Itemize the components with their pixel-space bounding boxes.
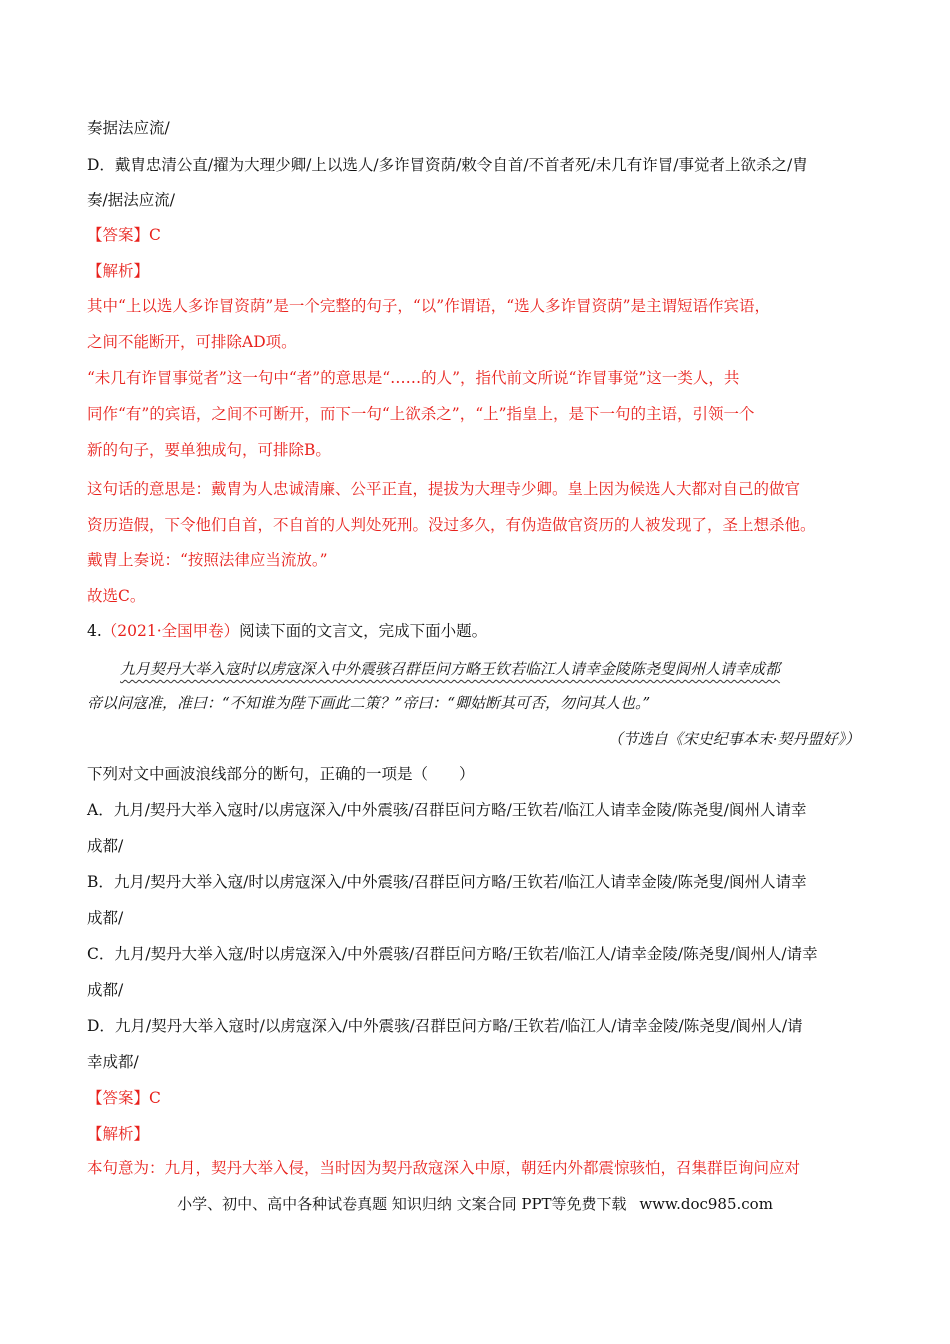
footer-url[interactable]: www.doc985.com — [639, 1195, 773, 1213]
q3-answer-value: C — [149, 226, 161, 244]
q4-heading — [87, 621, 487, 641]
page-footer — [0, 1193, 950, 1214]
q3-option-d-line1: D．戴胄忠清公直/擢为大理少卿/上以选人/多诈冒资荫/敕令自首/不首者死/未几有诈冒/事觉者上欲杀之/胄 — [87, 156, 808, 174]
q3-analysis-label — [87, 261, 149, 281]
q3-analysis-line: 故选C。 — [87, 587, 146, 605]
q4-option-d-line1: D．九月/契丹大举入寇时/以虏寇深入/中外震骇/召群臣问方略/王钦若/临江人/请幸金陵/陈尧叟/阆州人/请 — [87, 1017, 803, 1035]
q4-option-c-line2: 成都/ — [87, 981, 124, 999]
q4-answer — [87, 1088, 161, 1108]
q3-analysis-line: 新的句子，要单独成句，可排除B。 — [87, 441, 331, 459]
q3-answer-label: 【答案】 — [87, 226, 150, 244]
q4-passage-wavy — [120, 659, 780, 679]
q3-option-c-tail: 奏据法应流/ — [87, 119, 170, 137]
q4-source: （2021·全国甲卷） — [101, 622, 240, 640]
q4-analysis-line: 本句意为：九月，契丹大举入侵，当时因为契丹敌寇深入中原，朝廷内外都震惊骇怕，召集群臣询问应对 — [87, 1159, 801, 1177]
q4-answer-value: C — [149, 1089, 161, 1107]
q4-citation: （节选自《宋史纪事本末·契丹盟好》） — [607, 730, 860, 748]
analysis-label: 【解析】 — [87, 262, 150, 280]
analysis-label: 【解析】 — [87, 1125, 150, 1143]
q3-analysis-line: 这句话的意思是：戴胄为人忠诚清廉、公平正直，提拔为大理寺少卿。皇上因为候选人大都对自己的做官 — [87, 480, 801, 498]
q3-analysis-line: 资历造假，下令他们自首，不自首的人判处死刑。没过多久，有伪造做官资历的人被发现了，圣上想杀他。 — [87, 516, 816, 534]
q3-analysis-line: 戴胄上奏说：“按照法律应当流放。” — [87, 551, 328, 569]
q4-prompt: 阅读下面的文言文，完成下面小题。 — [239, 622, 488, 640]
q3-analysis-line: “未几有诈冒事觉者”这一句中“者”的意思是“……的人”，指代前文所说“诈冒事觉”这一类人，共 — [87, 369, 740, 387]
q4-option-a-line1: A．九月/契丹大举入寇时/以虏寇深入/中外震骇/召群臣问方略/王钦若/临江人请幸金陵/陈尧叟/阆州人请幸 — [87, 801, 807, 819]
q4-option-a-line2: 成都/ — [87, 837, 124, 855]
footer-text: 小学、初中、高中各种试卷真题 知识归纳 文案合同 PPT等免费下载 — [177, 1195, 627, 1213]
q4-option-b-line1: B．九月/契丹大举入寇/时以虏寇深入/中外震骇/召群臣问方略/王钦若/临江人请幸金陵/陈尧叟/阆州人请幸 — [87, 873, 807, 891]
q3-answer — [87, 225, 161, 245]
q3-analysis-line: 同作“有”的宾语，之间不可断开，而下一句“上欲杀之”，“上”指皇上，是下一句的主语，引领一个 — [87, 405, 755, 423]
q4-number: 4. — [87, 622, 102, 640]
q3-option-d-line2: 奏/据法应流/ — [87, 191, 175, 209]
q4-passage-rest: 帝以问寇准，准曰：“不知谁为陛下画此二策？”帝曰：“卿姑断其可否，勿问其人也。” — [87, 694, 651, 712]
q3-analysis-line: 之间不能断开，可排除AD项。 — [87, 333, 297, 351]
wavy-underlined-text: 九月契丹大举入寇时以虏寇深入中外震骇召群臣问方略王钦若临江人请幸金陵陈尧叟阆州人请幸成都 — [120, 660, 781, 678]
q4-option-b-line2: 成都/ — [87, 909, 124, 927]
q4-option-c-line1: C．九月/契丹大举入寇/时以虏寇深入/中外震骇/召群臣问方略/王钦若/临江人/请幸金陵/陈尧叟/阆州人/请幸 — [87, 945, 818, 963]
q3-analysis-line: 其中“上以选人多诈冒资荫”是一个完整的句子，“以”作谓语，“选人多诈冒资荫”是主谓短语作宾语， — [87, 297, 771, 315]
q4-option-d-line2: 幸成都/ — [87, 1053, 139, 1071]
q4-question: 下列对文中画波浪线部分的断句，正确的一项是（ ） — [87, 765, 475, 783]
q4-analysis-label — [87, 1124, 149, 1144]
q4-answer-label: 【答案】 — [87, 1089, 150, 1107]
